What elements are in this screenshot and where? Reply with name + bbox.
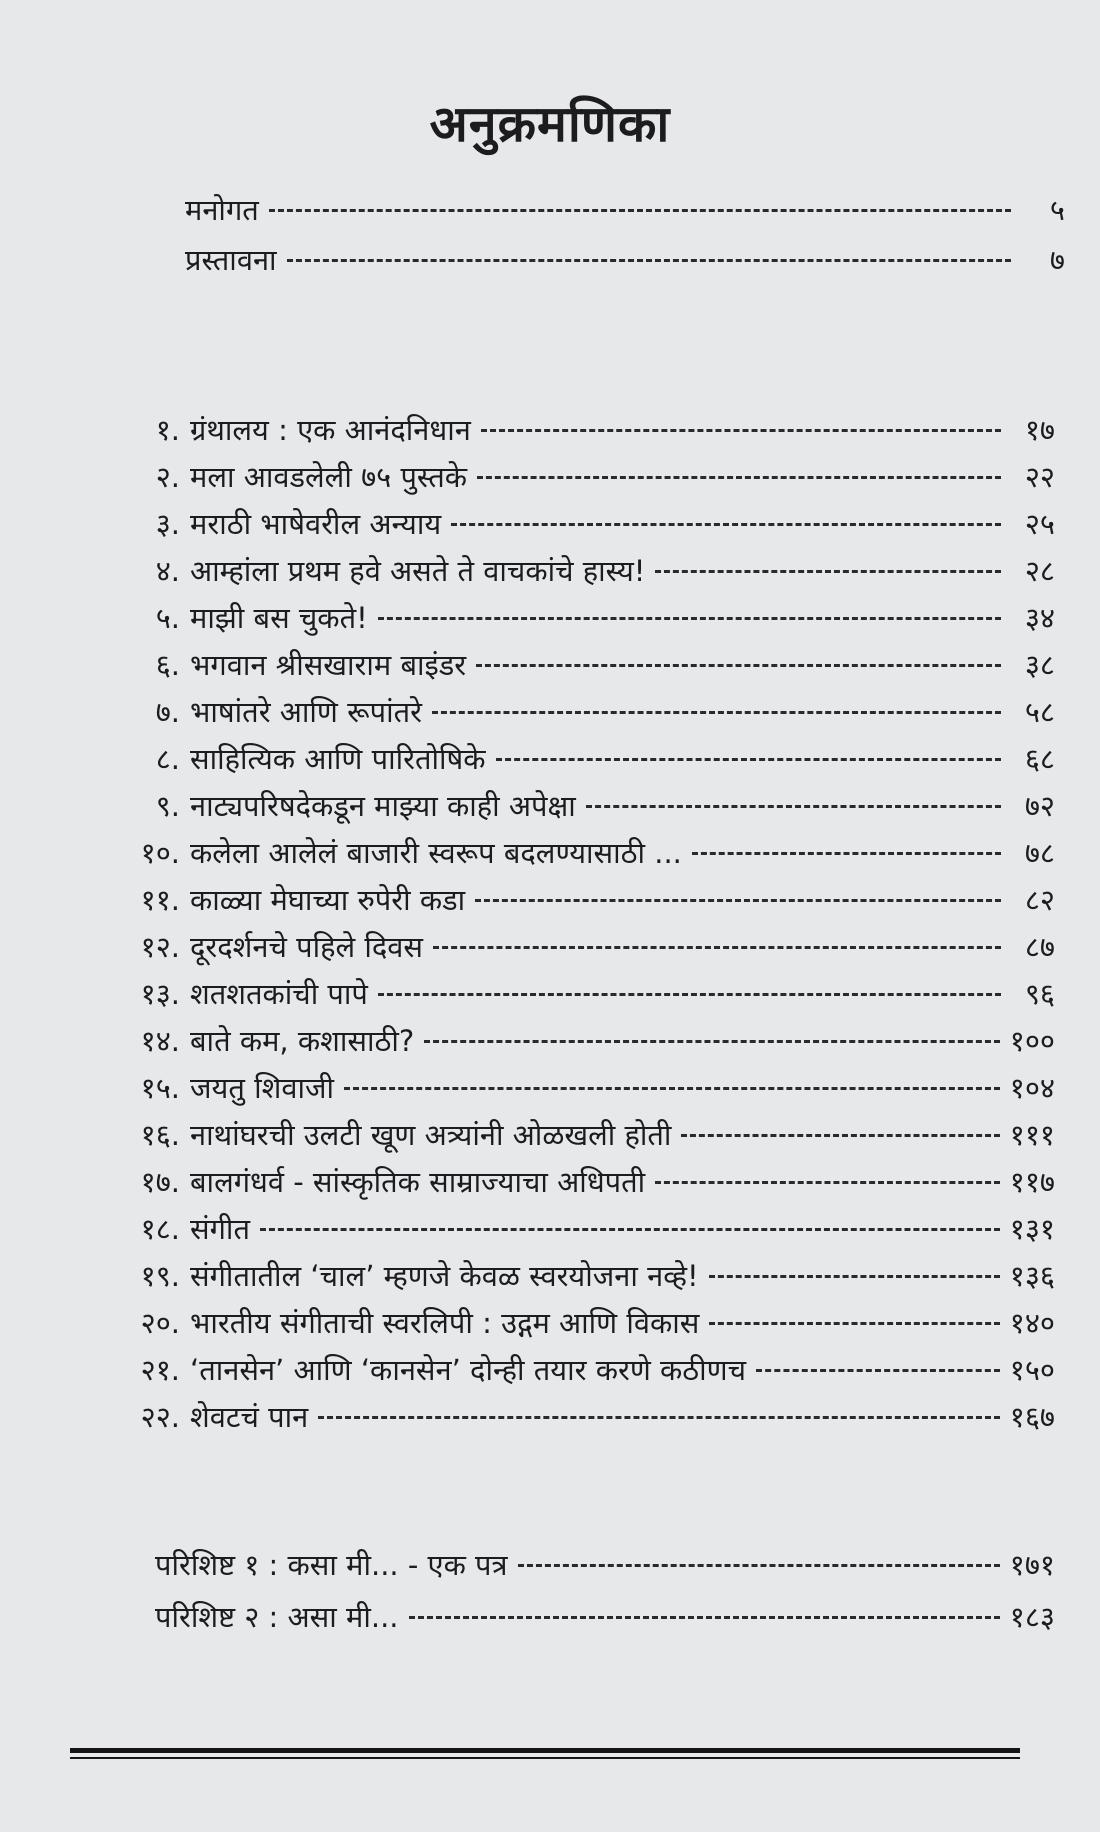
dotted-leader [475, 899, 1001, 902]
toc-entry-number: १२. [140, 930, 180, 964]
toc-entry [100, 410, 1055, 450]
toc-entry-label: संगीत [190, 1212, 250, 1246]
toc-entry-label: शेवटचं पान [190, 1400, 309, 1434]
toc-entry-page: १६७ [1009, 1400, 1055, 1434]
bottom-rule-thin [70, 1757, 1020, 1759]
dotted-leader [269, 209, 1011, 212]
toc-entry-page: ७२ [1024, 789, 1055, 823]
dotted-leader [586, 805, 1001, 808]
toc-entry-number: ७. [155, 695, 180, 729]
toc-entry [100, 1115, 1055, 1155]
toc-entry-appendix [155, 1545, 1055, 1585]
toc-entry-number: २. [155, 460, 180, 494]
dotted-leader [481, 429, 1001, 432]
toc-entry-page: २८ [1024, 554, 1055, 588]
bottom-rule-thick [70, 1748, 1020, 1753]
toc-entry-number: ३. [155, 507, 180, 541]
toc-entry-page: ३४ [1024, 601, 1055, 635]
toc-entry-number: १९. [140, 1259, 180, 1293]
toc-entry-page: ८७ [1024, 930, 1055, 964]
dotted-leader [409, 1616, 1000, 1619]
toc-entry-number: २०. [140, 1306, 180, 1340]
dotted-leader [344, 1087, 1000, 1090]
dotted-leader [709, 1322, 999, 1325]
toc-entry-number: १७. [140, 1165, 180, 1199]
toc-entry-page: १०० [1009, 1024, 1055, 1058]
toc-entry-label: आम्हांला प्रथम हवे असते ते वाचकांचे हास्य! [190, 554, 646, 588]
dotted-leader [432, 711, 1001, 714]
toc-entry [100, 1021, 1055, 1061]
toc-entry-label: परिशिष्ट १ : कसा मी... - एक पत्र [155, 1548, 508, 1582]
toc-entry-label: ‘तानसेन’ आणि ‘कानसेन’ दोन्ही तयार करणे कठीणच [190, 1353, 747, 1387]
toc-entry [100, 1350, 1055, 1390]
toc-entry [100, 692, 1055, 732]
toc-entry-number: १८. [140, 1212, 180, 1246]
dotted-leader [496, 758, 1001, 761]
toc-entry [100, 504, 1055, 544]
dotted-leader [756, 1369, 1000, 1372]
toc-entry [100, 1256, 1055, 1296]
dotted-leader [260, 1228, 1000, 1231]
toc-entry-number: ८. [155, 742, 180, 776]
dotted-leader [681, 1134, 999, 1137]
toc-entry-label: संगीतातील ‘चाल’ म्हणजे केवळ स्वरयोजना नव्हे! [190, 1259, 699, 1293]
toc-entry-number: ५. [155, 601, 180, 635]
toc-entry-label: नाथांघरची उलटी खूण अत्र्यांनी ओळखली होती [190, 1118, 672, 1152]
toc-entry-front [185, 190, 1065, 230]
toc-entry-page: ३८ [1024, 648, 1055, 682]
dotted-leader [433, 946, 1001, 949]
dotted-leader [378, 617, 1001, 620]
toc-entry-label: नाट्यपरिषदेकडून माझ्या काही अपेक्षा [190, 789, 576, 823]
dotted-leader [476, 664, 1001, 667]
toc-entry-number: २१. [140, 1353, 180, 1387]
toc-entry-number: १५. [140, 1071, 180, 1105]
toc-entry [100, 880, 1055, 920]
toc-entry-page: २५ [1024, 507, 1055, 541]
toc-entry-label: काळ्या मेघाच्या रुपेरी कडा [190, 883, 466, 917]
toc-entry-page: १३१ [1009, 1212, 1055, 1246]
toc-entry-number: १. [155, 413, 180, 447]
toc-entry-page: ५८ [1024, 695, 1055, 729]
dotted-leader [518, 1564, 1000, 1567]
toc-entry-label: बालगंधर्व - सांस्कृतिक साम्राज्याचा अधिपती [190, 1165, 646, 1199]
toc-entry-page: १११ [1009, 1118, 1055, 1152]
toc-entry [100, 1209, 1055, 1249]
toc-entry [100, 1397, 1055, 1437]
toc-entry-label: कलेला आलेलं बाजारी स्वरूप बदलण्यासाठी ... [190, 836, 682, 870]
toc-entry [100, 833, 1055, 873]
toc-entry [100, 1068, 1055, 1108]
dotted-leader [318, 1416, 1000, 1419]
toc-entry-page: ७ [1049, 243, 1065, 277]
dotted-leader [424, 1040, 1000, 1043]
toc-entry [100, 457, 1055, 497]
dotted-leader [451, 523, 1001, 526]
toc-entry-page: ६८ [1024, 742, 1055, 776]
page-title: अनुक्रमणिका [429, 95, 671, 153]
toc-entry-page: १४० [1009, 1306, 1055, 1340]
toc-entry-page: १३६ [1009, 1259, 1055, 1293]
toc-entry-page: १८३ [1009, 1600, 1055, 1634]
toc-entry-number: १४. [140, 1024, 180, 1058]
toc-entry-page: ८२ [1024, 883, 1055, 917]
toc-entry [100, 739, 1055, 779]
dotted-leader [477, 476, 1001, 479]
toc-entry [100, 598, 1055, 638]
toc-entry-page: १५० [1009, 1353, 1055, 1387]
toc-entry [100, 927, 1055, 967]
toc-entry-label: प्रस्तावना [185, 243, 277, 277]
toc-entry [100, 645, 1055, 685]
toc-entry-page: १७१ [1009, 1548, 1055, 1582]
dotted-leader [692, 852, 1001, 855]
toc-entry-label: भाषांतरे आणि रूपांतरे [190, 695, 423, 729]
toc-entry-label: भगवान श्रीसखाराम बाइंडर [190, 648, 467, 682]
toc-entry-page: ७८ [1024, 836, 1055, 870]
toc-entry-label: परिशिष्ट २ : असा मी... [155, 1600, 399, 1634]
toc-entry-label: साहित्यिक आणि पारितोषिके [190, 742, 486, 776]
dotted-leader [655, 570, 1001, 573]
toc-entry-label: मराठी भाषेवरील अन्याय [190, 507, 442, 541]
toc-entry-label: दूरदर्शनचे पहिले दिवस [190, 930, 424, 964]
toc-entry-label: माझी बस चुकते! [190, 601, 368, 635]
toc-entry-label: मला आवडलेली ७५ पुस्तके [190, 460, 467, 494]
toc-entry-label: बाते कम, कशासाठी? [190, 1024, 415, 1058]
toc-entry-number: ९. [155, 789, 180, 823]
toc-entry-page: १०४ [1009, 1071, 1055, 1105]
dotted-leader [378, 993, 1001, 996]
toc-entry [100, 1303, 1055, 1343]
toc-entry-number: २२. [140, 1400, 180, 1434]
toc-entry-label: शतशतकांची पापे [190, 977, 368, 1011]
toc-entry-number: १०. [140, 836, 180, 870]
toc-entry [100, 1162, 1055, 1202]
toc-entry-page: ९६ [1024, 977, 1055, 1011]
toc-entry-label: ग्रंथालय : एक आनंदनिधान [190, 413, 471, 447]
toc-entry-page: १७ [1024, 413, 1055, 447]
toc-entry-label: मनोगत [185, 193, 259, 227]
toc-entry-page: २२ [1024, 460, 1055, 494]
toc-entry-appendix [155, 1597, 1055, 1637]
toc-entry-number: १३. [140, 977, 180, 1011]
toc-entry-number: १६. [140, 1118, 180, 1152]
dotted-leader [287, 259, 1011, 262]
toc-entry-page: ५ [1049, 193, 1065, 227]
toc-entry-number: ११. [140, 883, 180, 917]
toc-entry-label: भारतीय संगीताची स्वरलिपी : उद्गम आणि विकास [190, 1306, 700, 1340]
toc-entry [100, 974, 1055, 1014]
toc-entry-front [185, 240, 1065, 280]
toc-entry-number: ४. [155, 554, 180, 588]
toc-entry-page: ११७ [1009, 1165, 1055, 1199]
dotted-leader [709, 1275, 1000, 1278]
toc-entry-label: जयतु शिवाजी [190, 1071, 334, 1105]
dotted-leader [655, 1181, 1000, 1184]
toc-entry [100, 786, 1055, 826]
toc-entry [100, 551, 1055, 591]
toc-entry-number: ६. [155, 648, 180, 682]
